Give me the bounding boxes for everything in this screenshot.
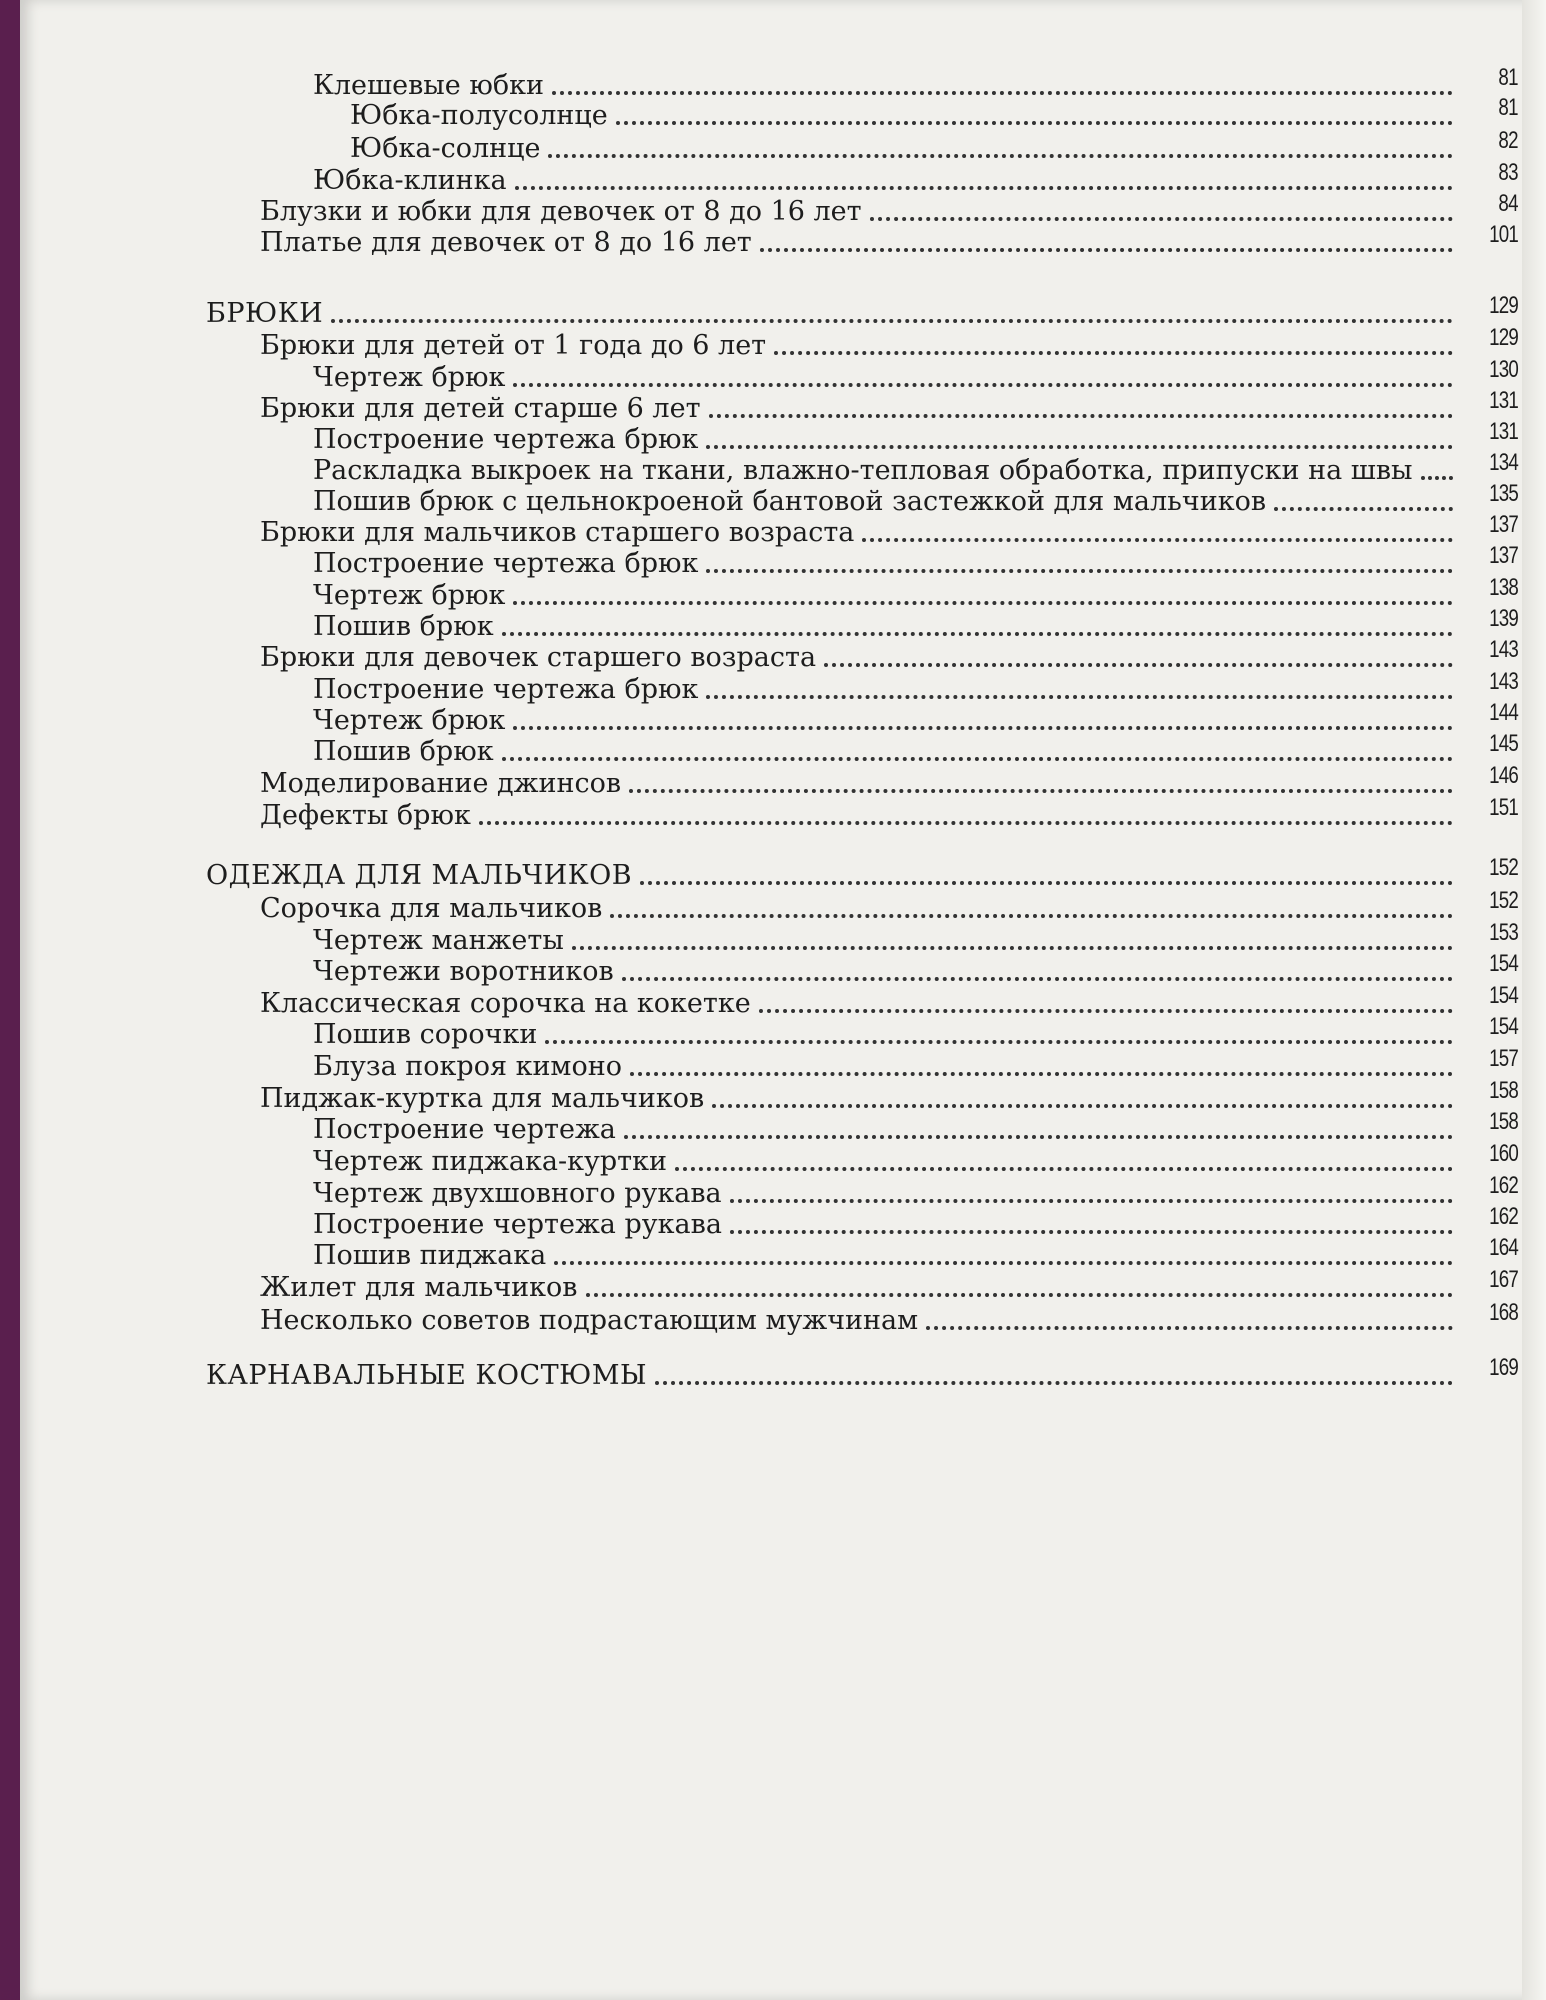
toc-entry [260,642,1463,674]
toc-entry-title: Построение чертежа брюк [313,674,699,705]
toc-entry [313,1019,1463,1051]
toc-page-number: 152 [1489,854,1518,881]
dot-leader [624,1135,1453,1139]
toc-entry-title: ОДЕЖДА ДЛЯ МАЛЬЧИКОВ [206,860,633,891]
dot-leader [926,1326,1453,1330]
toc-entry [313,548,1463,580]
toc-entry-title: Блуза покроя кимоно [313,1051,622,1082]
toc-entry [260,800,1463,832]
toc-page-number: 130 [1489,356,1518,383]
dot-leader [706,445,1453,449]
toc-entry-title: КАРНАВАЛЬНЫЕ КОСТЮМЫ [206,1360,648,1391]
dot-leader [675,1167,1453,1171]
toc-entry [260,1305,1463,1337]
toc-page-number: 139 [1489,605,1518,632]
dot-leader [870,217,1453,221]
toc-page-number: 154 [1489,1013,1518,1040]
toc-entry [313,705,1463,737]
dot-leader [554,1261,1453,1265]
toc-entry-title: Чертеж брюк [313,705,506,736]
toc-entry [350,100,1463,132]
toc-page-number: 158 [1489,1108,1518,1135]
toc-page-number: 81 [1498,94,1518,121]
toc-entry [313,736,1463,768]
toc-page-number: 137 [1489,511,1518,538]
toc-page-number: 101 [1489,221,1518,248]
toc-entry [260,393,1463,425]
toc-entry-title: Построение чертежа брюк [313,424,699,455]
dot-leader [513,601,1453,605]
toc-entry-title: Клешевые юбки [313,70,544,101]
toc-entry-title: Блузки и юбки для девочек от 8 до 16 лет [260,196,862,227]
dot-leader [616,121,1453,125]
toc-page-number: 168 [1489,1299,1518,1326]
dot-leader [502,632,1453,636]
dot-leader [774,351,1453,355]
dot-leader [552,91,1453,95]
toc-page-number: 152 [1489,887,1518,914]
toc-page-number: 81 [1498,64,1518,91]
toc-entry-title: Построение чертежа брюк [313,548,699,579]
toc-entry-title: Чертеж брюк [313,362,506,393]
dot-leader [730,1230,1453,1234]
dot-leader [515,186,1453,190]
toc-entry-title: Брюки для девочек старшего возраста [260,642,817,673]
toc-entry [260,227,1463,259]
toc-page-number: 137 [1489,542,1518,569]
dot-leader [502,757,1453,761]
dot-leader [622,977,1453,981]
toc-entry-title: Чертеж манжеты [313,925,564,956]
toc-entry-title: Построение чертежа [313,1114,616,1145]
toc-entry [313,674,1463,706]
toc-page-number: 144 [1489,699,1518,726]
dot-leader [1274,507,1453,511]
toc-entry-title: Чертежи воротников [313,956,614,987]
dot-leader [629,789,1453,793]
dot-leader [630,1072,1453,1076]
toc-entry [313,424,1463,456]
toc-entry-title: Построение чертежа рукава [313,1209,722,1240]
toc-entry-title: Пошив брюк [313,611,494,642]
toc-entry-title: Пиджак-куртка для мальчиков [260,1083,705,1114]
dot-leader [862,538,1453,542]
toc-entry [313,580,1463,612]
toc-entry-title: Жилет для мальчиков [260,1272,578,1303]
toc-entry [313,1178,1463,1210]
toc-entry [260,768,1463,800]
toc-entry-title: Чертеж брюк [313,580,506,611]
dot-leader [730,1199,1453,1203]
dot-leader [331,319,1453,323]
toc-entry [313,165,1463,197]
dot-leader [1421,476,1453,480]
dot-leader [548,154,1453,158]
toc-page-number: 84 [1498,190,1518,217]
toc-entry [313,1051,1463,1083]
dot-leader [479,821,1453,825]
toc-entry-title: Брюки для детей старше 6 лет [260,393,701,424]
dot-leader [706,695,1453,699]
book-page [20,0,1546,2000]
toc-entry-title: Пошив сорочки [313,1019,538,1050]
toc-entry-title: Пошив брюк [313,736,494,767]
toc-entry-title: Юбка-солнце [350,133,541,164]
toc-entry [313,956,1463,988]
toc-entry [260,1083,1463,1115]
toc-page-number: 154 [1489,982,1518,1009]
toc-entry [313,1240,1463,1272]
toc-page-number: 164 [1489,1234,1518,1261]
toc-entry [313,362,1463,394]
dot-leader [709,414,1453,418]
toc-entry-title: Пошив пиджака [313,1240,547,1271]
toc-entry-title: Чертеж пиджака-куртки [313,1146,667,1177]
toc-page-number: 131 [1489,387,1518,414]
toc-entry-title: Платье для девочек от 8 до 16 лет [260,227,752,258]
dot-leader [640,881,1453,885]
toc-entry-title: Пошив брюк с цельнокроеной бантовой застежкой для мальчиков [313,486,1267,517]
toc-entry [313,455,1463,487]
toc-entry-title: Моделирование джинсов [260,768,622,799]
toc-page-number: 146 [1489,762,1518,789]
dot-leader [706,569,1453,573]
toc-entry [350,133,1463,165]
toc-page-number: 167 [1489,1266,1518,1293]
dot-leader [824,663,1453,667]
toc-page-number: 143 [1489,668,1518,695]
toc-entry [313,486,1463,518]
toc-entry-title: Брюки для мальчиков старшего возраста [260,517,855,548]
toc-entry [260,988,1463,1020]
dot-leader [572,946,1453,950]
toc-page-number: 154 [1489,950,1518,977]
toc-entry [260,196,1463,228]
dot-leader [712,1104,1453,1108]
dot-leader [545,1040,1453,1044]
dot-leader [513,383,1453,387]
dot-leader [759,1009,1453,1013]
toc-section-heading [206,298,1463,330]
toc-page-number: 134 [1489,449,1518,476]
dot-leader [610,914,1453,918]
toc-page-number: 129 [1489,292,1518,319]
toc-entry [313,70,1463,102]
toc-entry-title: Несколько советов подрастающим мужчинам [260,1305,919,1336]
toc-entry-title: Брюки для детей от 1 года до 6 лет [260,330,767,361]
toc-entry [313,611,1463,643]
toc-entry-title: Юбка-клинка [313,165,507,196]
toc-page-number: 82 [1498,127,1518,154]
toc-entry [313,925,1463,957]
dot-leader [760,248,1453,252]
toc-entry-title: Дефекты брюк [260,800,471,831]
toc-page-number: 160 [1489,1140,1518,1167]
toc-entry-title: Чертеж двухшовного рукава [313,1178,722,1209]
toc-page-number: 169 [1489,1354,1518,1381]
toc-page-number: 162 [1489,1203,1518,1230]
toc-entry [260,1272,1463,1304]
toc-page-number: 135 [1489,480,1518,507]
toc-entry [260,893,1463,925]
toc-entry [260,330,1463,362]
toc-page-number: 138 [1489,574,1518,601]
toc-page-number: 145 [1489,730,1518,757]
toc-page-number: 157 [1489,1045,1518,1072]
toc-section-heading [206,1360,1463,1392]
toc-entry-title: БРЮКИ [206,298,324,329]
toc-page-number: 162 [1489,1172,1518,1199]
toc-entry-title: Юбка-полусолнце [350,100,608,131]
toc-entry-title: Классическая сорочка на кокетке [260,988,751,1019]
toc-page-number: 143 [1489,636,1518,663]
toc-page-number: 151 [1489,794,1518,821]
toc-entry [313,1114,1463,1146]
toc-entry-title: Раскладка выкроек на ткани, влажно-тепловая обработка, припуски на швы [313,455,1413,486]
toc-page-number: 83 [1498,159,1518,186]
toc-page-number: 153 [1489,919,1518,946]
toc-entry [313,1146,1463,1178]
toc-entry [313,1209,1463,1241]
table-of-contents [20,0,1546,2000]
toc-page-number: 131 [1489,418,1518,445]
toc-page-number: 129 [1489,324,1518,351]
toc-entry-title: Сорочка для мальчиков [260,893,603,924]
dot-leader [655,1381,1453,1385]
dot-leader [586,1293,1453,1297]
toc-entry [260,517,1463,549]
toc-section-heading [206,860,1463,892]
dot-leader [513,726,1453,730]
toc-page-number: 158 [1489,1077,1518,1104]
